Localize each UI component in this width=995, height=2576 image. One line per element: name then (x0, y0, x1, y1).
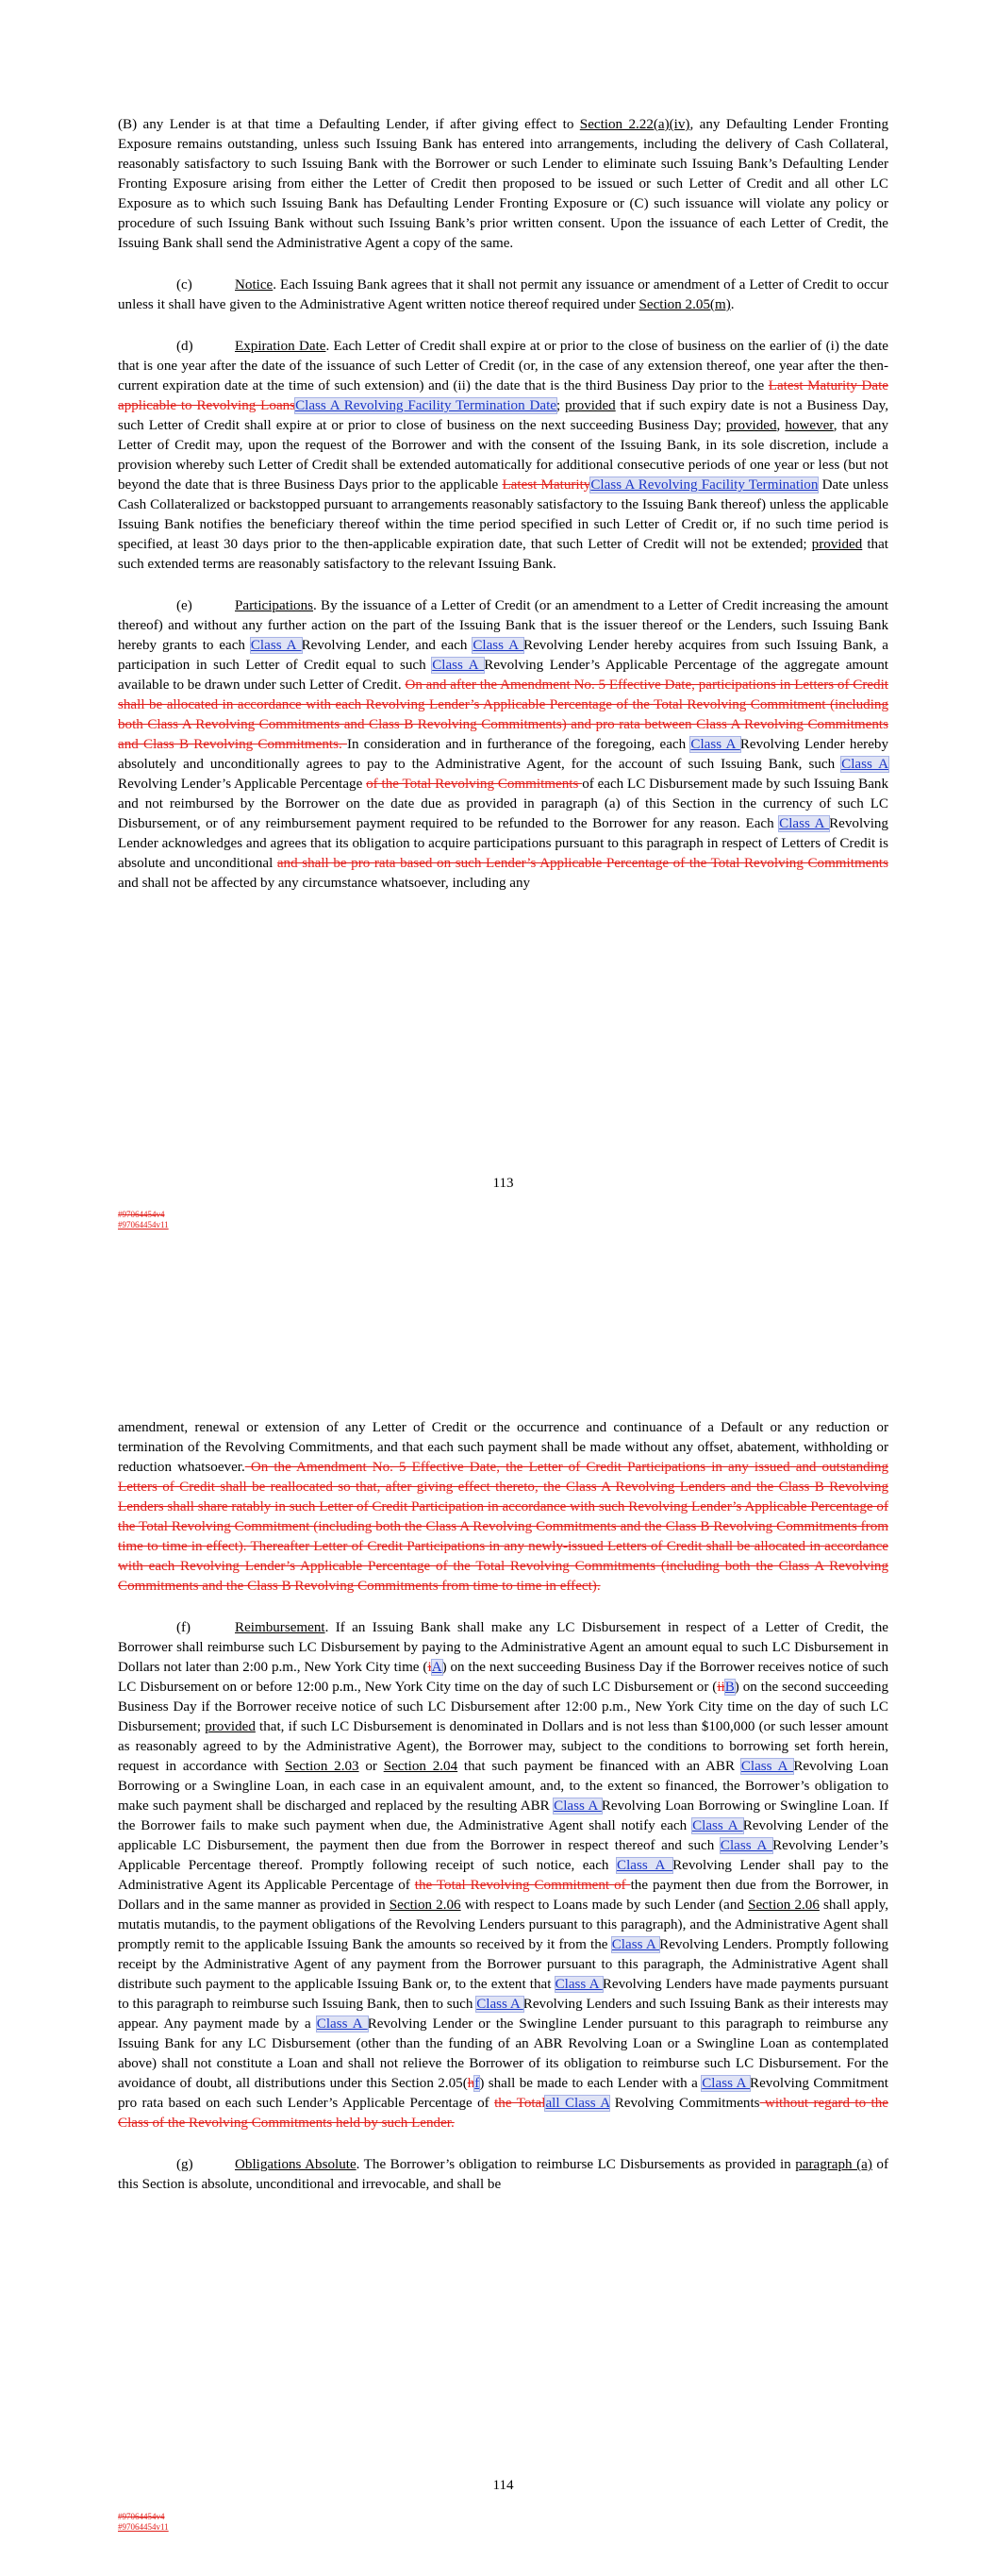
deleted-text: Latest Maturity (502, 477, 591, 493)
inserted-text: Class A (432, 658, 485, 673)
heading-obligations-absolute: Obligations Absolute (235, 2157, 357, 2172)
section-reference: Section 2.06 (748, 1898, 820, 1913)
paragraph-g-obligations-absolute: (g) Obligations Absolute. The Borrower’s obligation to reimburse LC Disbursements as provided in paragraph (a) of this Section is absolute, unconditional and irrevocable, and shall be (118, 2157, 888, 2192)
paragraph-e-continuation: amendment, renewal or extension of any Letter of Credit or the occurrence and continuance of a Default or any reduction or termination of the Revolving Commitments, and that each such payment shall be made without any offset, abatement, withholding or reduction whatsoever. On the Amendment No. 5 Effective Date, the Letter of Credit Participations in any issued and outstanding Letters of Credit shall be reallocated so that, after giving effect thereto, the Class A Revolving Lenders and the Class B Revolving Lenders shall share ratably in such Letter of Credit Participation in accordance with such Revolving Lender’s Applicable Percentage of the Total Revolving Commitment (including both the Class A Revolving Commitments and the Class B Revolving Commitments from time to time in effect). Thereafter Letter of Credit Participations in any newly-issued Letters of Credit shall be allocated in accordance with each Revolving Lender’s Applicable Percentage of the Total Revolving Commitments (including both the Class A Revolving Commitments and the Class B Revolving Commitments from time to time in effect). (118, 1420, 888, 1594)
section-reference: Section 2.22(a)(iv) (579, 117, 690, 132)
section-reference: Section 2.05(m) (638, 297, 731, 312)
paragraph-c-notice: (c) Notice. Each Issuing Bank agrees that it shall not permit any issuance or amendment of a Letter of Credit to occur unless it shall have given to the Administrative Agent written notice thereof required under Section 2.05(m). (118, 277, 888, 312)
page-114 (118, 1418, 888, 2216)
inserted-text: Class A (841, 757, 888, 772)
section-reference: Section 2.06 (389, 1898, 461, 1913)
page-number: 114 (492, 2478, 514, 2493)
deleted-text: of the Total Revolving Commitments (366, 777, 583, 792)
paragraph-b-continuation: (B) any Lender is at that time a Defaulting Lender, if after giving effect to Section 2.22(a)(iv), any Defaulting Lender Fronting Exposure remains outstanding, unless such Issuing Bank has entered into arrangements, including the delivery of Cash Collateral, reasonably satisfactory to such Issuing Bank with the Borrower or such Lender to eliminate such Issuing Bank’s Defaulting Lender Fronting Exposure arising from either the Letter of Credit then proposed to be issued or such Letter of Credit and all other LC Exposure as to which such Issuing Bank has Defaulting Lender Fronting Exposure or (C) such issuance will violate any policy or procedure of such Issuing Bank without such Issuing Bank’s prior written consent. Upon the issuance of each Letter of Credit, the Issuing Bank shall send the Administrative Agent a copy of the same. (118, 117, 888, 251)
inserted-text: Class A Revolving Facility Termination Date (295, 398, 556, 413)
deleted-text: Latest Maturity Date applicable to Revolving Loans (118, 378, 888, 413)
inserted-text: Class A (779, 816, 830, 831)
section-reference: Section 2.04 (383, 1759, 458, 1774)
heading-notice: Notice (235, 277, 274, 293)
inserted-text: Class A (250, 638, 302, 653)
inserted-text: Class A (473, 638, 524, 653)
page-number: 113 (492, 1176, 514, 1191)
deleted-text: On and after the Amendment No. 5 Effective Date, participations in Letters of Credit shall be allocated in accordance with each Revolving Lender’s Applicable Percentage of the Total Revolving Commitment (including both Class A Revolving Commitments and Class B Revolving Commitments) and pro rata between Class A Revolving Commitments and Class B Revolving Commitments. (118, 677, 888, 752)
paragraph-d-expiration-date: (d) Expiration Date. Each Letter of Credit shall expire at or prior to the close of business on the earlier of (i) the date that is one year after the date of the issuance of such Letter of Credit (or, in the case of any extension thereof, one year after the then-current expiration date at the time of such extension) and (ii) the date that is the third Business Day prior to the Latest Maturity Date applicable to Revolving LoansClass A Revolving Facility Termination Date; provided that if such expiry date is not a Business Day, such Letter of Credit shall expire at or prior to close of business on the next succeeding Business Day; provided, however, that any Letter of Credit may, upon the request of the Borrower and with the consent of the Issuing Bank, in its sole discretion, include a provision whereby such Letter of Credit shall be extended automatically for additional consecutive periods of one year or less (but not beyond the date that is three Business Days prior to the applicable Latest MaturityClass A Revolving Facility Termination Date unless Cash Collateralized or backstopped pursuant to arrangements reasonably satisfactory to the Issuing Bank thereof) unless the applicable Issuing Bank notifies the beneficiary thereof within the time period specified in such Letter of Credit or, if no such time period is specified, at least 30 days prior to the then-applicable expiration date, that such Letter of Credit will not be extended; provided that such extended terms are reasonably satisfactory to the relevant Issuing Bank. (118, 339, 889, 572)
page-113 (118, 115, 888, 915)
heading-expiration-date: Expiration Date (235, 339, 326, 354)
paragraph-reference: paragraph (a) (795, 2157, 872, 2172)
inserted-text: Class A Revolving Facility Termination (590, 477, 819, 493)
heading-reimbursement: Reimbursement (235, 1620, 325, 1635)
heading-participations: Participations (235, 598, 314, 613)
document-id: #97064454v4 #97064454v11 (118, 2512, 169, 2532)
document-id: #97064454v4 #97064454v11 (118, 1210, 169, 1229)
deleted-text: On the Amendment No. 5 Effective Date, the Letter of Credit Participations in any issued and outstanding Letters of Credit shall be reallocated so that, after giving effect thereto, the Class A Revolving Lenders and the Class B Revolving Lenders shall share ratably in such Letter of Credit Participation in accordance with such Revolving Lender’s Applicable Percentage of the Total Revolving Commitment (including both the Class A Revolving Commitments and the Class B Revolving Commitments from time to time in effect). Thereafter Letter of Credit Participations in any newly-issued Letters of Credit shall be allocated in accordance with each Revolving Lender’s Applicable Percentage of the Total Revolving Commitments (including both the Class A Revolving Commitments and the Class B Revolving Commitments from time to time in effect). (118, 1460, 888, 1594)
inserted-text: Class A (690, 737, 740, 752)
section-reference: Section 2.03 (285, 1759, 359, 1774)
paragraph-f-reimbursement: (f) Reimbursement. If an Issuing Bank shall make any LC Disbursement in respect of a Letter of Credit, the Borrower shall reimburse such LC Disbursement by paying to the Administrative Agent an amount equal to such LC Disbursement in Dollars not later than 2:00 p.m., New York City time (iA) on the next succeeding Business Day if the Borrower receives notice of such LC Disbursement on or before 12:00 p.m., New York City time on the day of such LC Disbursement or (iiB) on the second succeeding Business Day if the Borrower receive notice of such LC Disbursement after 12:00 p.m., New York City time on the day of such LC Disbursement; provided that, if such LC Disbursement is denominated in Dollars and is not less than $100,000 (or such lesser amount as reasonably agreed to by the Administrative Agent), the Borrower may, subject to the conditions to borrowing set forth herein, request in accordance with Section 2.03 or Section 2.04 that such payment be financed with an ABR Class A Revolving Loan Borrowing or a Swingline Loan, in each case in an equivalent amount, and, to the extent so financed, the Borrower’s obligation to make such payment shall be discharged and replaced by the resulting ABR Class A Revolving Loan Borrowing or Swingline Loan. If the Borrower fails to make such payment when due, the Administrative Agent shall notify each Class A Revolving Lender of the applicable LC Disbursement, the payment then due from the Borrower in respect thereof and such Class A Revolving Lender’s Applicable Percentage thereof. Promptly following receipt of such notice, each Class A Revolving Lender shall pay to the Administrative Agent its Applicable Percentage of the Total Revolving Commitment of the payment then due from the Borrower, in Dollars and in the same manner as provided in Section 2.06 with respect to Loans made by such Lender (and Section 2.06 shall apply, mutatis mutandis, to the payment obligations of the Revolving Lenders pursuant to this paragraph), and the Administrative Agent shall promptly remit to the applicable Issuing Bank the amounts so received by it from the Class A Revolving Lenders. Promptly following receipt by the Administrative Agent of any payment from the Borrower pursuant to this paragraph, the Administrative Agent shall distribute such payment to the applicable Issuing Bank or, to the extent that Class A Revolving Lenders have made payments pursuant to this paragraph to reimburse such Issuing Bank, then to such Class A Revolving Lenders and such Issuing Bank as their interests may appear. Any payment made by a Class A Revolving Lender or the Swingline Lender pursuant to this paragraph to reimburse any Issuing Bank for any LC Disbursement (other than the funding of an ABR Revolving Loan or a Swingline Loan as contemplated above) shall not constitute a Loan and shall not relieve the Borrower of its obligation to reimburse such LC Disbursement. For the avoidance of doubt, all distributions under this Section 2.05(hf) shall be made to each Lender with a Class A Revolving Commitment pro rata based on each such Lender’s Applicable Percentage of the Totalall Class A Revolving Commitments without regard to the Class of the Revolving Commitments held by such Lender. (118, 1620, 889, 2131)
deleted-text: and shall be pro rata based on such Lender’s Applicable Percentage of the Total Revolving Commitments (276, 856, 888, 871)
paragraph-e-participations: (e) Participations. By the issuance of a Letter of Credit (or an amendment to a Letter of Credit increasing the amount thereof) and without any further action on the part of the Issuing Bank that is the issuer thereof or the Lenders, such Issuing Bank hereby grants to each Class A Revolving Lender, and each Class A Revolving Lender hereby acquires from such Issuing Bank, a participation in such Letter of Credit equal to such Class A Revolving Lender’s Applicable Percentage of the aggregate amount available to be drawn under such Letter of Credit. On and after the Amendment No. 5 Effective Date, participations in Letters of Credit shall be allocated in accordance with each Revolving Lender’s Applicable Percentage of the Total Revolving Commitment (including both Class A Revolving Commitments and Class B Revolving Commitments) and pro rata between Class A Revolving Commitments and Class B Revolving Commitments. In consideration and in furtherance of the foregoing, each Class A Revolving Lender hereby absolutely and unconditionally agrees to pay to the Administrative Agent, for the account of such Issuing Bank, such Class A Revolving Lender’s Applicable Percentage of the Total Revolving Commitments of each LC Disbursement made by such Issuing Bank and not reimbursed by the Borrower on the date due as provided in paragraph (a) of this Section in the currency of such LC Disbursement, or of any reimbursement payment required to be refunded to the Borrower for any reason. Each Class A Revolving Lender acknowledges and agrees that its obligation to acquire participations pursuant to this paragraph in respect of Letters of Credit is absolute and unconditional and shall be pro rata based on such Lender’s Applicable Percentage of the Total Revolving Commitments and shall not be affected by any circumstance whatsoever, including any (118, 598, 888, 891)
